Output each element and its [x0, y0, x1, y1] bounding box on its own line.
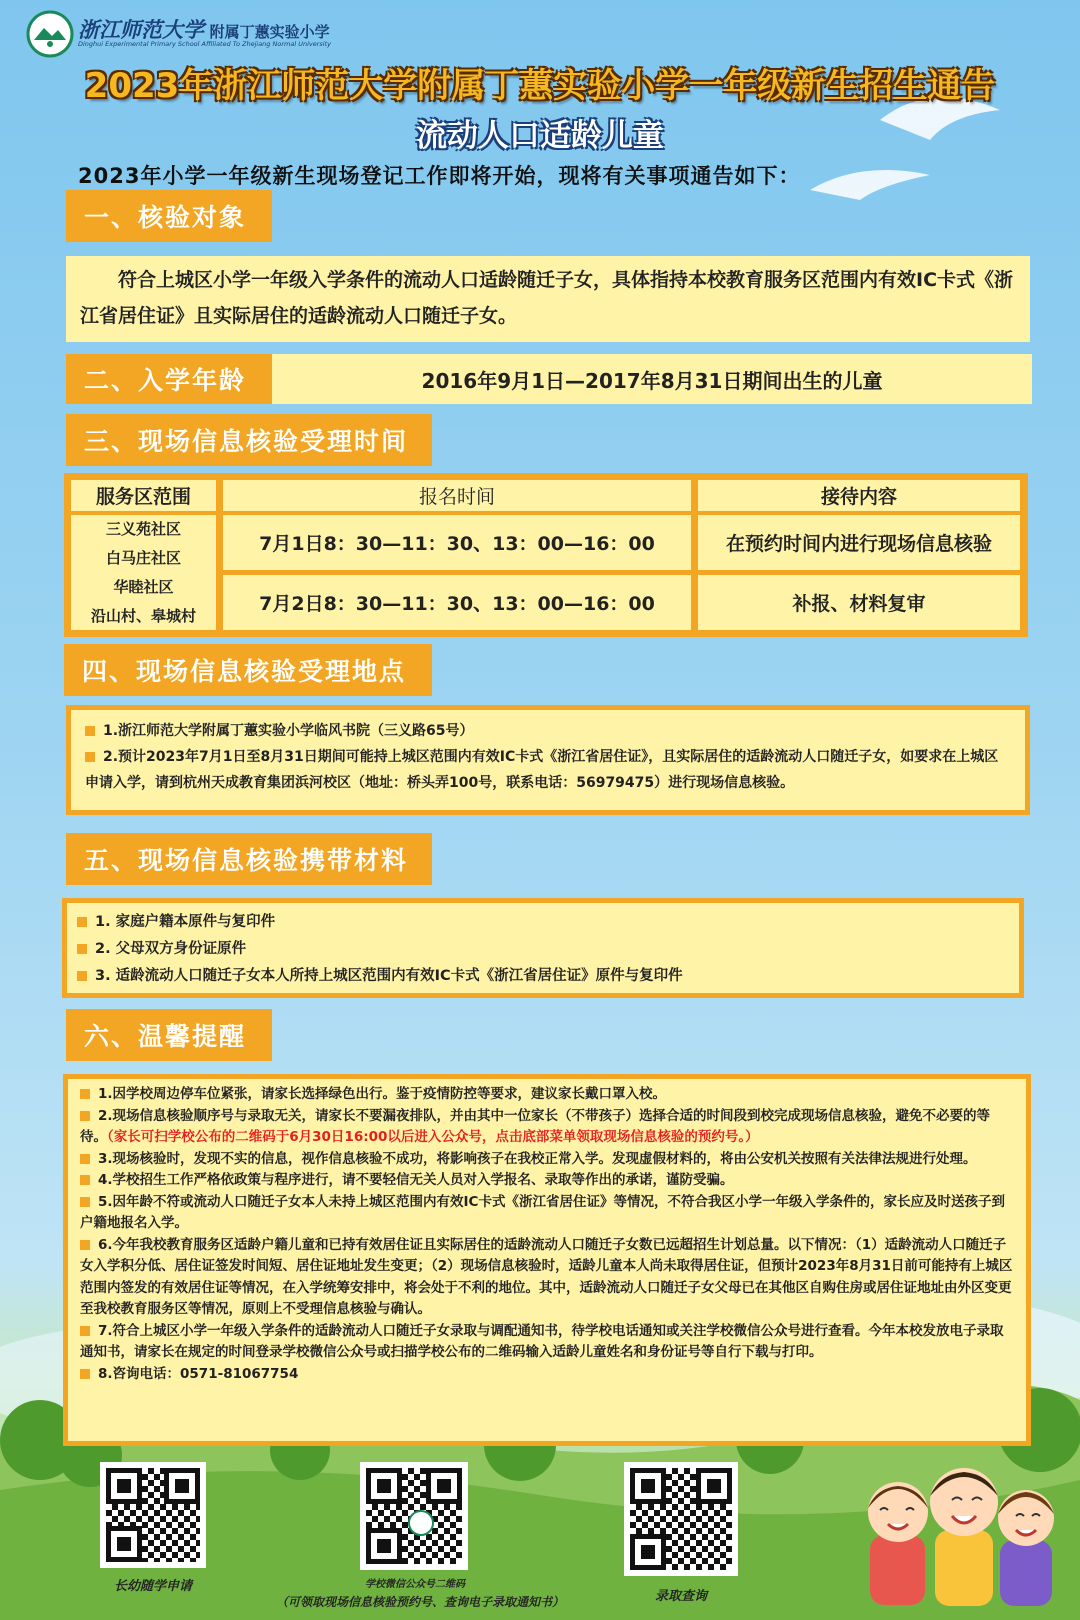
section-5-panel: [62, 898, 1024, 998]
bullet-icon: [85, 752, 95, 762]
table-row-1-content: 在预约时间内进行现场信息核验: [698, 515, 1020, 570]
qr-code-apply[interactable]: [100, 1462, 206, 1568]
section-1-body: 符合上城区小学一年级入学条件的流动人口适龄随迁子女，具体指持本校教育服务区范围内有效IC卡式《浙江省居住证》且实际居住的适龄流动人口随迁子女。: [66, 256, 1030, 342]
material-item: [77, 936, 1009, 963]
material-item: [77, 909, 1009, 936]
section-5-heading: 五、现场信息核验携带材料: [66, 833, 432, 885]
school-logo-icon: [26, 10, 74, 58]
tip-7: [80, 1321, 1014, 1364]
tip-2: [80, 1106, 1014, 1149]
material-text: 2. 父母双方身份证原件: [95, 941, 247, 957]
children-illustration: [840, 1440, 1070, 1616]
section-4-heading: 四、现场信息核验受理地点: [64, 644, 432, 696]
area-item: 白马庄社区: [105, 548, 181, 567]
table-row-1-time: 7月1日8：30—11：30、13：00—16：00: [223, 515, 691, 570]
location-text: 1.浙江师范大学附属丁蕙实验小学临风书院（三义路65号）: [103, 723, 474, 739]
area-item: 沿山村、皋城村: [90, 606, 196, 625]
location-text: 2.预计2023年7月1日至8月31日期间可能持上城区范围内有效IC卡式《浙江省居住证》，且实际居住的适龄流动人口随迁子女，如要求在上城区申请入学，请到杭州天成教育集团浜河校区（地址：桥头弄100号，联系电话：56979475）进行现场信息核验。: [85, 749, 999, 791]
material-item: [77, 963, 1009, 990]
bullet-icon: [80, 1175, 90, 1185]
schedule-table: [64, 473, 1028, 637]
page-subtitle: 流动人口适龄儿童: [416, 118, 664, 154]
bullet-icon: [85, 726, 95, 736]
tip-5: [80, 1192, 1014, 1235]
tip-text: 3.现场核验时，发现不实的信息，视作信息核验不成功，将影响孩子在我校正常入学。发现虚假材料的，将由公安机关按照有关法律法规进行处理。: [98, 1150, 977, 1167]
section-2-heading: 二、入学年龄: [66, 354, 272, 404]
tip-highlight: （家长可扫学校公布的二维码于6月30日16:00以后进入公众号，点击底部菜单领取现场信息核验的预约号。）: [107, 1129, 759, 1145]
tip-text: 5.因年龄不符或流动人口随迁子女本人未持上城区范围内有效IC卡式《浙江省居住证》等情况，不符合我区小学一年级入学条件的，家长应及时送孩子到户籍地报名入学。: [80, 1193, 1005, 1231]
location-item-1: [85, 718, 1011, 744]
qr-note: （可领取现场信息核验预约号、查询电子录取通知书）: [275, 1595, 564, 1609]
table-area-cell: [71, 515, 216, 630]
table-row-2-time: 7月2日8：30—11：30、13：00—16：00: [223, 575, 691, 630]
qr-caption-apply: 长幼随学申请: [113, 1579, 192, 1594]
tip-3: [80, 1149, 1014, 1171]
qr-caption-admission: 录取查询: [654, 1589, 707, 1604]
tip-text: 2.现场信息核验顺序号与录取无关，请家长不要漏夜排队，并由其中一位家长（不带孩子）选择合适的时间段到校完成现场信息核验，避免不必要的等待。: [80, 1107, 991, 1145]
tip-8: [80, 1364, 1014, 1386]
section-2-body: 2016年9月1日—2017年8月31日期间出生的儿童: [272, 354, 1032, 404]
bullet-icon: [80, 1197, 90, 1207]
table-header-area: 服务区范围: [71, 480, 216, 511]
tip-4: [80, 1170, 1014, 1192]
tip-text: 6.今年我校教育服务区适龄户籍儿童和已持有效居住证且实际居住的适龄流动人口随迁子女数已远超招生计划总量。以下情况：（1）适龄流动人口随迁子女入学积分低、居住证签发时间短、居住证地址发生变更；（2）现场信息核验时，适龄儿童本人尚未取得居住证，但预计2023年8月31日前可能持有上城区范围内签发的有效居住证等情况，在入学统筹安排中，将会处于不利的地位。其中，适龄流动人口随迁子女父母已在其他区自购住房或居住证地址由外区变更至我校教育服务区等情况，原则上不受理信息核验与确认。: [80, 1236, 1013, 1317]
bullet-icon: [77, 917, 87, 927]
bullet-icon: [80, 1369, 90, 1379]
qr-caption-wechat: 学校微信公众号二维码: [365, 1579, 465, 1590]
bullet-icon: [80, 1240, 90, 1250]
bullet-icon: [80, 1326, 90, 1336]
section-6-heading: 六、温馨提醒: [66, 1009, 272, 1061]
table-row-2-content: 补报、材料复审: [698, 575, 1020, 630]
section-3-heading: 三、现场信息核验受理时间: [66, 414, 432, 466]
tip-text: 4.学校招生工作严格依政策与程序进行，请不要轻信无关人员对入学报名、录取等作出的承诺，谨防受骗。: [98, 1172, 734, 1188]
bullet-icon: [80, 1154, 90, 1164]
qr-code-admission[interactable]: [624, 1462, 738, 1576]
page-title: 2023年浙江师范大学附属丁蕙实验小学一年级新生招生通告: [84, 66, 996, 106]
bullet-icon: [80, 1111, 90, 1121]
qr-code-wechat[interactable]: [360, 1462, 468, 1570]
intro-text: 2023年小学一年级新生现场登记工作即将开始，现将有关事项通告如下：: [78, 164, 801, 188]
material-text: 1. 家庭户籍本原件与复印件: [95, 914, 276, 930]
tip-1: [80, 1084, 1014, 1106]
tip-text: 7.符合上城区小学一年级入学条件的适龄流动人口随迁子女录取与调配通知书，待学校电话通知或关注学校微信公众号进行查看。今年本校发放电子录取通知书，请家长在规定的时间登录学校微信公众号或扫描学校公布的二维码输入适龄儿童姓名和身份证号等自行下载与打印。: [80, 1322, 1004, 1360]
tip-text: 8.咨询电话：0571-81067754: [98, 1365, 299, 1382]
section-1-heading: 一、核验对象: [66, 190, 272, 242]
section-6-panel: [63, 1074, 1031, 1446]
tip-6: [80, 1235, 1014, 1321]
school-name-cn: 浙江师范大学: [78, 17, 204, 42]
area-item: 三义苑社区: [105, 519, 181, 538]
table-header-time: 报名时间: [223, 480, 691, 511]
table-header-content: 接待内容: [698, 480, 1020, 511]
school-name-sub: 附属丁蕙实验小学: [209, 23, 330, 41]
tip-text: 1.因学校周边停车位紧张，请家长选择绿色出行。鉴于疫情防控等要求，建议家长戴口罩入校。: [98, 1086, 667, 1102]
bullet-icon: [80, 1089, 90, 1099]
bullet-icon: [77, 971, 87, 981]
school-name-en: Dinghui Experimental Primary School Affiliated To Zhejiang Normal University: [78, 40, 331, 48]
bullet-icon: [77, 944, 87, 954]
section-4-panel: [66, 705, 1030, 815]
area-item: 华睦社区: [113, 577, 174, 596]
material-text: 3. 适龄流动人口随迁子女本人所持上城区范围内有效IC卡式《浙江省居住证》原件与复印件: [95, 968, 683, 984]
location-item-2: [85, 744, 1011, 796]
